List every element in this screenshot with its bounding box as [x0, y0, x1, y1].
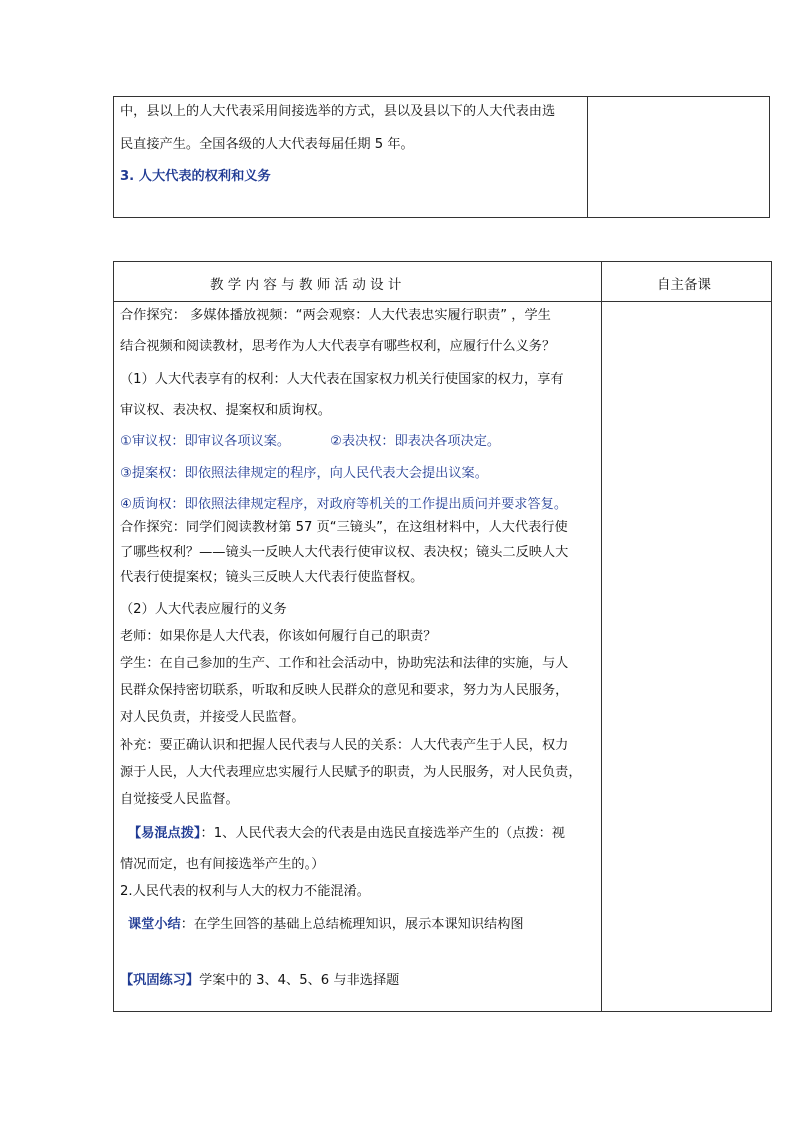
text-line: 学生：在自己参加的生产、工作和社会活动中，协助宪法和法律的实施，与人	[120, 656, 569, 671]
text-line: 中，县以上的人大代表采用间接选举的方式，县以及县以下的人大代表由选	[120, 104, 556, 119]
text-line: 补充：要正确认识和把握人民代表与人民的关系：人大代表产生于人民，权力	[120, 738, 569, 753]
text-line: 代表行使提案权；镜头三反映人大代表行使监督权。	[120, 570, 424, 585]
confusion-note	[128, 826, 565, 842]
summary-label: 课堂小结	[128, 917, 181, 932]
text-line: 对人民负责，并接受人民监督。	[120, 710, 305, 725]
text-line: 审议权、表决权、提案权和质询权。	[120, 403, 331, 418]
header-self-prep: 自主备课	[657, 277, 711, 293]
text-line: 结合视频和阅读教材，思考作为人大代表享有哪些权利，应履行什么义务？	[120, 339, 556, 354]
text-line: （2）人大代表应履行的义务	[120, 602, 287, 617]
practice-note	[120, 973, 399, 989]
right-review: ①审议权：即审议各项议案。	[120, 434, 291, 449]
practice-label: 【巩固练习】	[120, 973, 200, 988]
summary-text: ：在学生回答的基础上总结梳理知识，展示本课知识结构图	[180, 917, 524, 932]
practice-text: 学案中的 3、4、5、6 与非选择题	[199, 973, 400, 988]
header-teaching-content: 教 学 内 容 与 教 师 活 动 设 计	[210, 277, 402, 293]
right-proposal: ③提案权：即依照法律规定的程序，向人民代表大会提出议案。	[120, 466, 488, 481]
lesson-table	[113, 261, 772, 1012]
header-divider	[114, 301, 771, 302]
text-line: 源于人民，人大代表理应忠实履行人民赋予的职责，为人民服务，对人民负责，	[120, 765, 582, 780]
text-line: 民直接产生。全国各级的人大代表每届任期 5 年。	[120, 137, 414, 152]
confusion-text: ：1、人民代表大会的代表是由选民直接选举产生的（点拨：视	[200, 826, 565, 841]
confusion-label: 【易混点拨】	[128, 826, 201, 841]
column-divider	[601, 262, 602, 1011]
right-vote: ②表决权：即表决各项决定。	[330, 434, 501, 449]
class-summary	[128, 917, 524, 933]
text-line: 合作探究：同学们阅读教材第 57 页“三镜头”，在这组材料中，人大代表行使	[120, 520, 568, 535]
section-heading: 3. 人大代表的权利和义务	[120, 169, 271, 184]
text-line: （1）人大代表享有的权利：人大代表在国家权力机关行使国家的权力，享有	[120, 372, 564, 387]
column-divider	[587, 97, 588, 217]
text-line: 民群众保持密切联系，听取和反映人民群众的意见和要求，努力为人民服务，	[120, 683, 569, 698]
table-continuation	[113, 96, 770, 218]
text-line: 了哪些权利？——镜头一反映人大代表行使审议权、表决权；镜头二反映人大	[120, 545, 569, 560]
text-line: 合作探究： 多媒体播放视频：“两会观察：人大代表忠实履行职责” ，学生	[120, 308, 551, 323]
text-line: 情况而定，也有间接选举产生的。）	[120, 857, 325, 872]
text-line: 2.人民代表的权利与人大的权力不能混淆。	[120, 884, 370, 899]
text-line: 老师：如果你是人大代表，你该如何履行自己的职责？	[120, 629, 437, 644]
right-inquiry: ④质询权：即依照法律规定程序，对政府等机关的工作提出质问并要求答复。	[120, 497, 568, 512]
text-line: 自觉接受人民监督。	[120, 792, 239, 807]
